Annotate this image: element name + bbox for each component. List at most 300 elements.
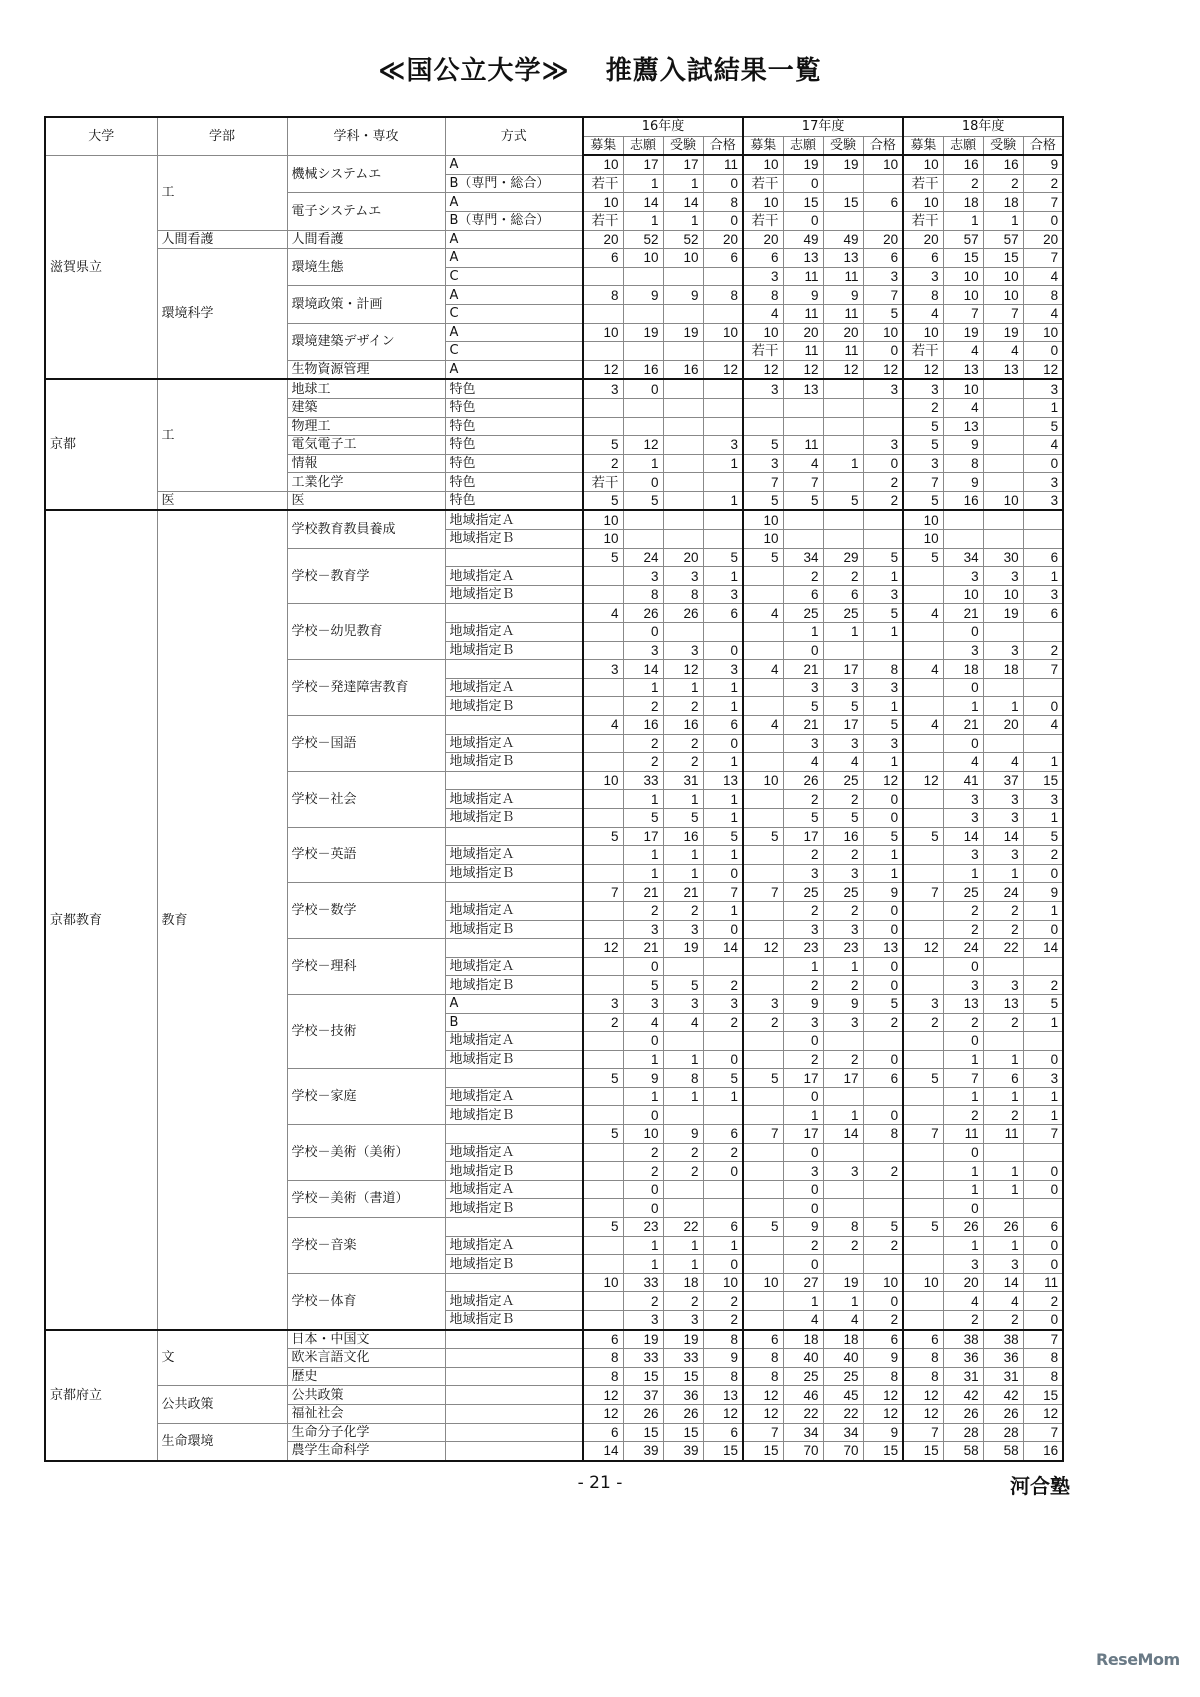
method-cell: A bbox=[445, 230, 583, 249]
value-cell: 1 bbox=[623, 1087, 663, 1106]
value-cell: 2 bbox=[783, 1050, 823, 1069]
subheader-cell: 合格 bbox=[1023, 136, 1063, 155]
value-cell: 23 bbox=[623, 1218, 663, 1237]
method-cell: 地域指定Ｂ bbox=[445, 753, 583, 772]
value-cell: 2 bbox=[583, 1013, 623, 1032]
value-cell: 11 bbox=[703, 155, 743, 174]
value-cell: 12 bbox=[903, 771, 943, 790]
value-cell: 2 bbox=[783, 901, 823, 920]
value-cell: 10 bbox=[903, 510, 943, 529]
value-cell: 3 bbox=[943, 976, 983, 995]
header-year-16: 16年度 bbox=[583, 117, 743, 136]
value-cell bbox=[903, 585, 943, 604]
method-cell: 地域指定Ｂ bbox=[445, 641, 583, 660]
method-cell: 地域指定Ａ bbox=[445, 510, 583, 529]
value-cell: 2 bbox=[663, 753, 703, 772]
method-cell: 地域指定Ｂ bbox=[445, 1050, 583, 1069]
value-cell: 3 bbox=[943, 641, 983, 660]
value-cell: 若干 bbox=[903, 211, 943, 230]
value-cell: 10 bbox=[703, 323, 743, 342]
value-cell: 40 bbox=[823, 1349, 863, 1368]
value-cell: 14 bbox=[623, 660, 663, 679]
value-cell: 12 bbox=[583, 1386, 623, 1405]
value-cell: 36 bbox=[663, 1386, 703, 1405]
value-cell: 19 bbox=[983, 604, 1023, 623]
value-cell: 15 bbox=[663, 1423, 703, 1442]
value-cell: 3 bbox=[703, 994, 743, 1013]
value-cell: 0 bbox=[863, 790, 903, 809]
value-cell: 3 bbox=[663, 1311, 703, 1330]
value-cell: 1 bbox=[623, 1050, 663, 1069]
method-cell bbox=[445, 1423, 583, 1442]
value-cell: 4 bbox=[983, 1292, 1023, 1311]
value-cell: 0 bbox=[783, 641, 823, 660]
value-cell: 5 bbox=[583, 827, 623, 846]
value-cell: 4 bbox=[1023, 267, 1063, 286]
value-cell: 20 bbox=[703, 230, 743, 249]
value-cell bbox=[823, 417, 863, 436]
value-cell: 6 bbox=[983, 1069, 1023, 1088]
value-cell: 2 bbox=[623, 1162, 663, 1181]
value-cell: 3 bbox=[623, 994, 663, 1013]
value-cell: 2 bbox=[623, 697, 663, 716]
faculty-cell: 文 bbox=[157, 1330, 287, 1386]
value-cell: 1 bbox=[863, 697, 903, 716]
value-cell bbox=[823, 436, 863, 455]
value-cell: 1 bbox=[703, 697, 743, 716]
value-cell: 5 bbox=[623, 976, 663, 995]
value-cell: 0 bbox=[703, 641, 743, 660]
value-cell: 70 bbox=[823, 1442, 863, 1461]
method-cell: A bbox=[445, 360, 583, 379]
value-cell: 34 bbox=[783, 1423, 823, 1442]
value-cell: 26 bbox=[663, 1404, 703, 1423]
value-cell bbox=[983, 417, 1023, 436]
value-cell: 29 bbox=[823, 548, 863, 567]
value-cell bbox=[743, 1311, 783, 1330]
value-cell: 2 bbox=[943, 1013, 983, 1032]
value-cell: 8 bbox=[903, 286, 943, 305]
value-cell bbox=[743, 417, 783, 436]
value-cell: 5 bbox=[743, 827, 783, 846]
method-cell: 特色 bbox=[445, 491, 583, 510]
value-cell: 5 bbox=[1023, 417, 1063, 436]
value-cell: 11 bbox=[823, 342, 863, 361]
method-cell: A bbox=[445, 286, 583, 305]
value-cell bbox=[903, 920, 943, 939]
value-cell: 10 bbox=[943, 267, 983, 286]
value-cell: 10 bbox=[703, 1273, 743, 1292]
value-cell: 0 bbox=[943, 1143, 983, 1162]
value-cell: 3 bbox=[863, 267, 903, 286]
method-cell: 特色 bbox=[445, 417, 583, 436]
value-cell: 12 bbox=[743, 1404, 783, 1423]
value-cell bbox=[663, 342, 703, 361]
value-cell bbox=[903, 1292, 943, 1311]
value-cell: 5 bbox=[903, 548, 943, 567]
value-cell bbox=[663, 1199, 703, 1218]
value-cell: 3 bbox=[983, 1255, 1023, 1274]
method-cell: 地域指定Ａ bbox=[445, 1180, 583, 1199]
value-cell: 39 bbox=[663, 1442, 703, 1461]
value-cell: 7 bbox=[743, 1125, 783, 1144]
value-cell: 37 bbox=[623, 1386, 663, 1405]
value-cell: 1 bbox=[623, 174, 663, 193]
value-cell: 5 bbox=[903, 491, 943, 510]
value-cell: 17 bbox=[623, 827, 663, 846]
value-cell: 4 bbox=[623, 1013, 663, 1032]
value-cell: 1 bbox=[943, 1050, 983, 1069]
value-cell bbox=[583, 976, 623, 995]
value-cell: 1 bbox=[983, 1180, 1023, 1199]
value-cell bbox=[743, 641, 783, 660]
value-cell: 10 bbox=[743, 510, 783, 529]
value-cell: 15 bbox=[703, 1442, 743, 1461]
value-cell: 10 bbox=[1023, 323, 1063, 342]
value-cell: 19 bbox=[943, 323, 983, 342]
value-cell: 1 bbox=[663, 174, 703, 193]
value-cell bbox=[583, 1032, 623, 1051]
value-cell: 2 bbox=[1023, 641, 1063, 660]
value-cell: 2 bbox=[823, 1236, 863, 1255]
value-cell: 1 bbox=[983, 211, 1023, 230]
value-cell: 1 bbox=[943, 697, 983, 716]
value-cell: 6 bbox=[903, 249, 943, 268]
value-cell bbox=[743, 1255, 783, 1274]
value-cell: 10 bbox=[743, 323, 783, 342]
value-cell: 2 bbox=[1023, 976, 1063, 995]
value-cell: 16 bbox=[623, 360, 663, 379]
value-cell: 19 bbox=[663, 323, 703, 342]
value-cell: 10 bbox=[943, 379, 983, 398]
value-cell: 0 bbox=[943, 678, 983, 697]
value-cell: 5 bbox=[863, 716, 903, 735]
subheader-cell: 志願 bbox=[783, 136, 823, 155]
method-cell bbox=[445, 1386, 583, 1405]
value-cell bbox=[663, 957, 703, 976]
value-cell: 1 bbox=[623, 1236, 663, 1255]
value-cell bbox=[583, 1162, 623, 1181]
method-cell: 地域指定Ｂ bbox=[445, 1199, 583, 1218]
value-cell: 5 bbox=[903, 827, 943, 846]
value-cell: 57 bbox=[983, 230, 1023, 249]
value-cell: 3 bbox=[783, 920, 823, 939]
value-cell: 9 bbox=[663, 286, 703, 305]
value-cell: 2 bbox=[823, 976, 863, 995]
value-cell bbox=[983, 1032, 1023, 1051]
value-cell: 6 bbox=[583, 249, 623, 268]
value-cell: 12 bbox=[703, 1404, 743, 1423]
value-cell: 10 bbox=[903, 530, 943, 549]
value-cell: 0 bbox=[783, 1255, 823, 1274]
method-cell bbox=[445, 1442, 583, 1461]
value-cell: 5 bbox=[863, 304, 903, 323]
value-cell: 7 bbox=[703, 883, 743, 902]
value-cell: 4 bbox=[943, 753, 983, 772]
value-cell bbox=[663, 379, 703, 398]
value-cell: 58 bbox=[983, 1442, 1023, 1461]
value-cell: 4 bbox=[903, 716, 943, 735]
value-cell: 20 bbox=[943, 1273, 983, 1292]
value-cell: 5 bbox=[663, 808, 703, 827]
value-cell: 3 bbox=[583, 994, 623, 1013]
value-cell: 20 bbox=[823, 323, 863, 342]
value-cell: 1 bbox=[983, 1162, 1023, 1181]
value-cell: 3 bbox=[783, 678, 823, 697]
value-cell: 46 bbox=[783, 1386, 823, 1405]
value-cell bbox=[903, 1236, 943, 1255]
value-cell bbox=[823, 473, 863, 492]
value-cell: 1 bbox=[663, 790, 703, 809]
value-cell: 8 bbox=[703, 1367, 743, 1386]
value-cell: 5 bbox=[863, 548, 903, 567]
value-cell: 5 bbox=[1023, 994, 1063, 1013]
value-cell: 10 bbox=[903, 155, 943, 174]
value-cell: 28 bbox=[983, 1423, 1023, 1442]
value-cell: 12 bbox=[1023, 360, 1063, 379]
subheader-cell: 募集 bbox=[583, 136, 623, 155]
value-cell bbox=[783, 398, 823, 417]
value-cell: 12 bbox=[903, 1404, 943, 1423]
method-cell bbox=[445, 1218, 583, 1237]
value-cell bbox=[863, 398, 903, 417]
value-cell bbox=[663, 304, 703, 323]
value-cell: 若干 bbox=[743, 174, 783, 193]
value-cell: 若干 bbox=[743, 211, 783, 230]
value-cell: 4 bbox=[823, 753, 863, 772]
value-cell: 1 bbox=[983, 1236, 1023, 1255]
value-cell: 1 bbox=[663, 1255, 703, 1274]
value-cell bbox=[1023, 623, 1063, 642]
value-cell bbox=[743, 1050, 783, 1069]
value-cell: 0 bbox=[623, 1199, 663, 1218]
value-cell: 4 bbox=[583, 716, 623, 735]
value-cell: 3 bbox=[743, 454, 783, 473]
value-cell: 3 bbox=[1023, 473, 1063, 492]
value-cell bbox=[983, 623, 1023, 642]
value-cell: 8 bbox=[1023, 1367, 1063, 1386]
value-cell: 12 bbox=[903, 360, 943, 379]
value-cell: 0 bbox=[943, 957, 983, 976]
value-cell: 17 bbox=[823, 716, 863, 735]
value-cell: 3 bbox=[663, 994, 703, 1013]
value-cell: 34 bbox=[943, 548, 983, 567]
value-cell: 9 bbox=[943, 436, 983, 455]
value-cell: 3 bbox=[863, 585, 903, 604]
value-cell: 10 bbox=[903, 323, 943, 342]
value-cell: 0 bbox=[623, 957, 663, 976]
value-cell: 22 bbox=[983, 939, 1023, 958]
value-cell bbox=[983, 454, 1023, 473]
value-cell: 42 bbox=[983, 1386, 1023, 1405]
department-cell: 日本・中国文 bbox=[287, 1330, 445, 1349]
value-cell bbox=[743, 398, 783, 417]
value-cell: 0 bbox=[703, 1255, 743, 1274]
value-cell: 5 bbox=[583, 491, 623, 510]
value-cell: 1 bbox=[823, 623, 863, 642]
value-cell: 3 bbox=[783, 1013, 823, 1032]
value-cell: 10 bbox=[663, 249, 703, 268]
value-cell bbox=[663, 1180, 703, 1199]
value-cell: 3 bbox=[743, 994, 783, 1013]
value-cell: 7 bbox=[943, 1069, 983, 1088]
value-cell: 19 bbox=[623, 1330, 663, 1349]
value-cell: 24 bbox=[943, 939, 983, 958]
value-cell: 16 bbox=[943, 491, 983, 510]
value-cell: 10 bbox=[943, 585, 983, 604]
value-cell: 36 bbox=[983, 1349, 1023, 1368]
value-cell: 2 bbox=[663, 697, 703, 716]
value-cell: 2 bbox=[903, 1013, 943, 1032]
method-cell: C bbox=[445, 342, 583, 361]
value-cell bbox=[903, 1106, 943, 1125]
value-cell bbox=[663, 510, 703, 529]
value-cell: 20 bbox=[983, 716, 1023, 735]
method-cell: 地域指定Ａ bbox=[445, 957, 583, 976]
value-cell: 3 bbox=[1023, 585, 1063, 604]
value-cell: 3 bbox=[903, 267, 943, 286]
value-cell bbox=[583, 567, 623, 586]
value-cell: 3 bbox=[743, 267, 783, 286]
value-cell bbox=[743, 920, 783, 939]
department-cell: 学校－技術 bbox=[287, 994, 445, 1068]
value-cell: 2 bbox=[703, 1143, 743, 1162]
faculty-cell: 人間看護 bbox=[157, 230, 287, 249]
value-cell: 15 bbox=[903, 1442, 943, 1461]
method-cell: 地域指定Ｂ bbox=[445, 530, 583, 549]
value-cell: 26 bbox=[983, 1404, 1023, 1423]
value-cell: 2 bbox=[743, 1013, 783, 1032]
value-cell bbox=[983, 1143, 1023, 1162]
value-cell: 0 bbox=[863, 901, 903, 920]
value-cell: 2 bbox=[943, 901, 983, 920]
value-cell: 0 bbox=[1023, 1162, 1063, 1181]
table-row bbox=[45, 155, 1063, 174]
value-cell: 12 bbox=[743, 939, 783, 958]
value-cell: 0 bbox=[943, 623, 983, 642]
value-cell: 9 bbox=[783, 994, 823, 1013]
value-cell bbox=[703, 417, 743, 436]
value-cell bbox=[1023, 510, 1063, 529]
value-cell bbox=[743, 1236, 783, 1255]
value-cell: 0 bbox=[623, 1106, 663, 1125]
value-cell: 1 bbox=[1023, 901, 1063, 920]
value-cell: 3 bbox=[823, 920, 863, 939]
value-cell: 3 bbox=[823, 1162, 863, 1181]
value-cell bbox=[623, 304, 663, 323]
value-cell: 11 bbox=[823, 304, 863, 323]
value-cell: 0 bbox=[703, 864, 743, 883]
value-cell bbox=[663, 1032, 703, 1051]
method-cell bbox=[445, 716, 583, 735]
value-cell bbox=[1023, 957, 1063, 976]
method-cell bbox=[445, 1125, 583, 1144]
value-cell bbox=[703, 304, 743, 323]
value-cell: 5 bbox=[743, 491, 783, 510]
value-cell: 0 bbox=[1023, 1255, 1063, 1274]
value-cell bbox=[943, 510, 983, 529]
value-cell bbox=[903, 678, 943, 697]
value-cell: 10 bbox=[863, 323, 903, 342]
value-cell: 49 bbox=[783, 230, 823, 249]
value-cell bbox=[703, 510, 743, 529]
value-cell: 10 bbox=[583, 1273, 623, 1292]
value-cell: 0 bbox=[703, 920, 743, 939]
value-cell: 1 bbox=[863, 846, 903, 865]
value-cell: 7 bbox=[743, 883, 783, 902]
value-cell: 3 bbox=[863, 436, 903, 455]
value-cell: 1 bbox=[1023, 567, 1063, 586]
value-cell: 3 bbox=[783, 1162, 823, 1181]
university-cell: 滋賀県立 bbox=[45, 155, 157, 379]
value-cell: 21 bbox=[783, 716, 823, 735]
method-cell: B（専門・総合） bbox=[445, 174, 583, 193]
value-cell: 8 bbox=[703, 286, 743, 305]
value-cell: 12 bbox=[863, 771, 903, 790]
faculty-cell: 医 bbox=[157, 491, 287, 510]
method-cell bbox=[445, 548, 583, 567]
value-cell: 3 bbox=[943, 846, 983, 865]
value-cell: 10 bbox=[743, 530, 783, 549]
university-cell: 京都府立 bbox=[45, 1330, 157, 1461]
value-cell: 1 bbox=[823, 1292, 863, 1311]
value-cell: 6 bbox=[583, 1330, 623, 1349]
value-cell bbox=[583, 1292, 623, 1311]
value-cell: 1 bbox=[703, 790, 743, 809]
value-cell: 7 bbox=[903, 473, 943, 492]
method-cell: 地域指定Ｂ bbox=[445, 808, 583, 827]
value-cell bbox=[983, 957, 1023, 976]
value-cell: 2 bbox=[983, 1106, 1023, 1125]
value-cell bbox=[583, 920, 623, 939]
value-cell: 5 bbox=[583, 548, 623, 567]
value-cell: 4 bbox=[983, 342, 1023, 361]
value-cell: 4 bbox=[1023, 304, 1063, 323]
faculty-cell: 環境科学 bbox=[157, 249, 287, 380]
method-cell: 地域指定Ａ bbox=[445, 734, 583, 753]
subheader-cell: 志願 bbox=[623, 136, 663, 155]
value-cell: 2 bbox=[863, 1311, 903, 1330]
value-cell: 6 bbox=[703, 1218, 743, 1237]
method-cell: 地域指定Ａ bbox=[445, 846, 583, 865]
department-cell: 物理工 bbox=[287, 417, 445, 436]
value-cell bbox=[583, 808, 623, 827]
value-cell bbox=[983, 1199, 1023, 1218]
value-cell bbox=[783, 417, 823, 436]
value-cell: 1 bbox=[703, 678, 743, 697]
value-cell: 2 bbox=[823, 1050, 863, 1069]
value-cell: 10 bbox=[983, 491, 1023, 510]
method-cell bbox=[445, 1404, 583, 1423]
value-cell bbox=[663, 267, 703, 286]
value-cell: 3 bbox=[1023, 491, 1063, 510]
value-cell: 15 bbox=[823, 193, 863, 212]
value-cell: 1 bbox=[623, 864, 663, 883]
department-cell: 学校－幼児教育 bbox=[287, 604, 445, 660]
value-cell: 1 bbox=[623, 211, 663, 230]
value-cell: 25 bbox=[823, 771, 863, 790]
value-cell: 1 bbox=[863, 623, 903, 642]
department-cell: 生命分子化学 bbox=[287, 1423, 445, 1442]
value-cell: 1 bbox=[943, 1087, 983, 1106]
value-cell bbox=[903, 1143, 943, 1162]
method-cell: 地域指定Ａ bbox=[445, 623, 583, 642]
value-cell: 3 bbox=[983, 808, 1023, 827]
value-cell bbox=[903, 1255, 943, 1274]
value-cell: 10 bbox=[743, 193, 783, 212]
value-cell: 13 bbox=[943, 994, 983, 1013]
table-row bbox=[45, 1330, 1063, 1349]
